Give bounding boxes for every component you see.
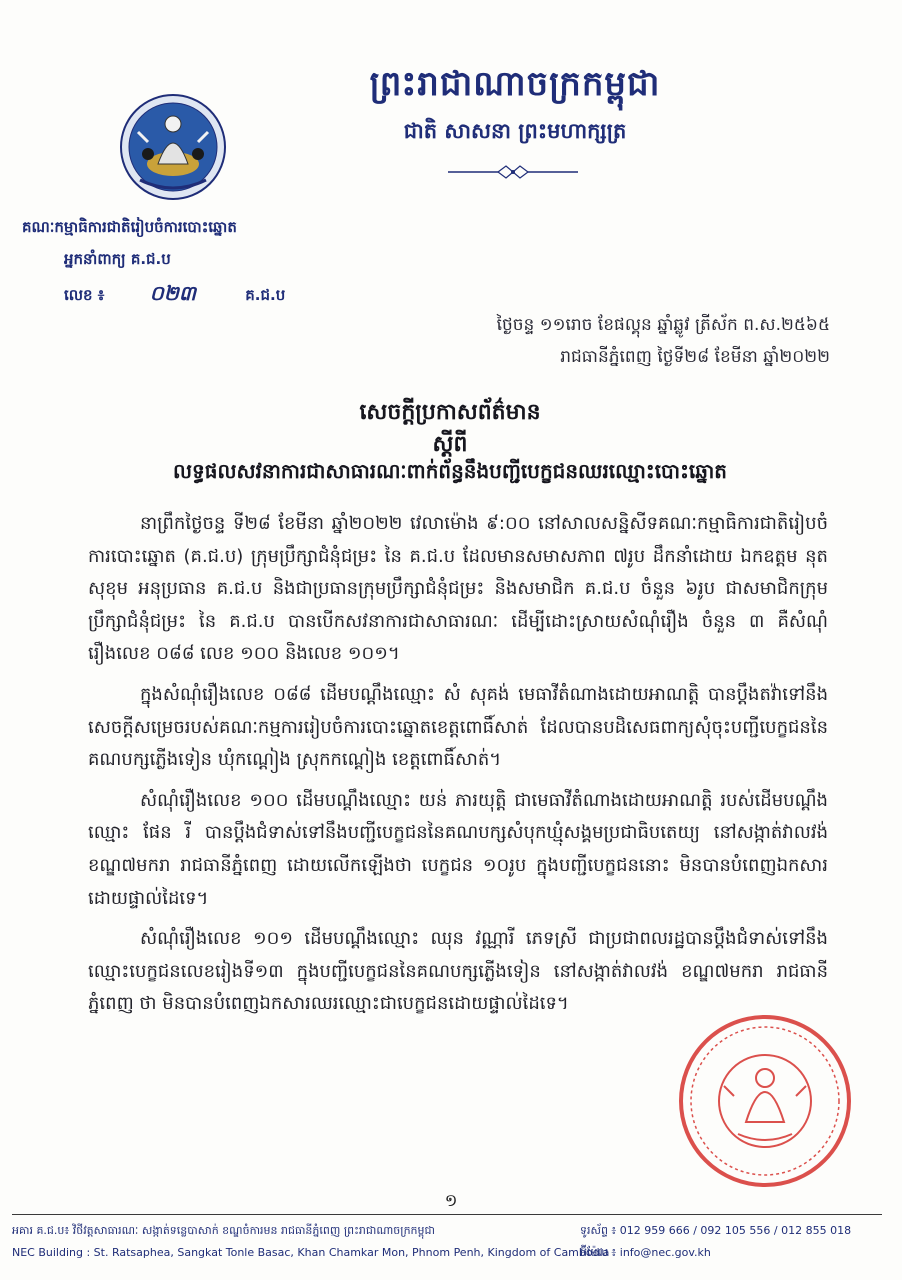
reference-label: លេខ ៖: [64, 286, 105, 304]
reference-number: ០២៣: [149, 281, 197, 305]
footer-email: អ៊ីម៉ែល ៖ info@nec.gov.kh: [580, 1246, 711, 1259]
body-text: [88, 508, 828, 1021]
footer-address-english: NEC Building : St. Ratsaphea, Sangkat Tonle Basac, Khan Chamkar Mon, Phnom Penh, Kingdom of Cambodia: [12, 1246, 610, 1259]
reference-suffix: គ.ជ.ប: [245, 286, 286, 304]
national-motto: ជាតិ សាសនា ព្រះមហាក្សត្រ: [403, 119, 627, 143]
document-title: សេចក្ដីប្រកាសព័ត៌មាន: [359, 400, 541, 425]
paragraph-2: ក្នុងសំណុំរឿងលេខ ០៨៨ ដើមបណ្ដឹងឈ្មោះ សំ សុគង់ មេធាវីតំណាងដោយអាណត្តិ បានប្ដឹងតវ៉ាទៅនឹងសេចក្ដីសម្រេចរបស់គណៈកម្មការរៀបចំការបោះឆ្នោតខេត្តពោធិ៍សាត់ ដែលបានបដិសេធពាក្យសុំចុះបញ្ជីបេក្ខជននៃគណបក្សភ្លើងទៀន ឃុំកណ្ដៀង ស្រុកកណ្ដៀង ខេត្តពោធិ៍សាត់។: [88, 683, 828, 771]
page-number: ១: [444, 1191, 458, 1211]
title-regarding: ស្ដីពី: [432, 432, 468, 457]
official-red-stamp: [676, 1012, 854, 1190]
nec-emblem-logo: [118, 92, 228, 202]
footer-divider: [12, 1214, 882, 1215]
footer-phone: ទូរស័ព្ទ ៖ 012 959 666 / 092 105 556 / 012 855 018: [580, 1224, 852, 1237]
divider-ornament: [438, 162, 588, 182]
lunar-date: ថ្ងៃចន្ទ ១១រោច ខែផល្គុន ឆ្នាំឆ្លូវ ត្រីស័ក ព.ស.២៥៦៥: [496, 315, 830, 335]
reference-line: [64, 280, 285, 310]
paragraph-1: នាព្រឹកថ្ងៃចន្ទ ទី២៨ ខែមីនា ឆ្នាំ២០២២ វេលាម៉ោង ៩:០០ នៅសាលសន្និសីទគណៈកម្មាធិការជាតិរៀបចំការបោះឆ្នោត (គ.ជ.ប) ក្រុមប្រឹក្សាជំនុំជម្រះ នៃ គ.ជ.ប ដែលមានសមាសភាព ៧រូប ដឹកនាំដោយ ឯកឧត្តម នុត សុខុម អនុប្រធាន គ.ជ.ប និងជាប្រធានក្រុមប្រឹក្សាជំនុំជម្រះ និងសមាជិក គ.ជ.ប ចំនួន ៦រូប ជាសមាជិកក្រុមប្រឹក្សាជំនុំជម្រះ នៃ គ.ជ.ប បានបើកសវនាការជាសាធារណៈ ដើម្បីដោះស្រាយសំណុំរឿង ចំនួន ៣ គឺសំណុំរឿងលេខ ០៨៨ លេខ ១០០ និងលេខ ១០១។: [88, 513, 828, 665]
solar-date: រាជធានីភ្នំពេញ ថ្ងៃទី២៨ ខែមីនា ឆ្នាំ២០២២: [560, 347, 830, 367]
organization-name: គណៈកម្មាធិការជាតិរៀបចំការបោះឆ្នោត: [22, 218, 237, 236]
kingdom-title: ព្រះរាជាណាចក្រកម្ពុជា: [369, 64, 661, 104]
spokesperson-label: អ្នកនាំពាក្យ គ.ជ.ប: [64, 250, 171, 268]
footer-address-khmer: អគារ គ.ជ.ប៖ វិថីវត្ដសាធារណៈ សង្កាត់ទន្លេបាសាក់ ខណ្ឌចំការមន រាជធានីភ្នំពេញ ព្រះរាជាណាចក្រកម្ពុជា: [12, 1224, 435, 1237]
document-subject: លទ្ធផលសវនាការជាសាធារណៈពាក់ព័ន្ធនឹងបញ្ជីបេក្ខជនឈរឈ្មោះបោះឆ្នោត: [173, 459, 727, 483]
paragraph-4: សំណុំរឿងលេខ ១០១ ដើមបណ្ដឹងឈ្មោះ ឈុន វណ្ណារី ភេទស្រី ជាប្រជាពលរដ្ឋបានប្ដឹងជំទាស់ទៅនឹងឈ្មោះបេក្ខជនលេខរៀងទី១៣ ក្នុងបញ្ជីបេក្ខជននៃគណបក្សភ្លើងទៀន នៅសង្កាត់វាលវង់ ខណ្ឌ៧មករា រាជធានីភ្នំពេញ ថា មិនបានបំពេញឯកសារឈរឈ្មោះជាបេក្ខជនដោយផ្ទាល់ដៃទេ។: [88, 928, 828, 1015]
paragraph-3: សំណុំរឿងលេខ ១០០ ដើមបណ្ដឹងឈ្មោះ យន់ ភារយុត្តិ ជាមេធាវីតំណាងដោយអាណត្តិ របស់ដើមបណ្ដឹងឈ្មោះ ផែន រី បានប្ដឹងជំទាស់ទៅនឹងបញ្ជីបេក្ខជននៃគណបក្សសំបុកឃ្មុំសង្គមប្រជាធិបតេយ្យ នៅសង្កាត់វាលវង់ ខណ្ឌ៧មករា រាជធានីភ្នំពេញ ដោយលើកឡើងថា បេក្ខជន ១០រូប ក្នុងបញ្ជីបេក្ខជននោះ មិនបានបំពេញឯកសារដោយផ្ទាល់ដៃទេ។: [88, 789, 828, 909]
